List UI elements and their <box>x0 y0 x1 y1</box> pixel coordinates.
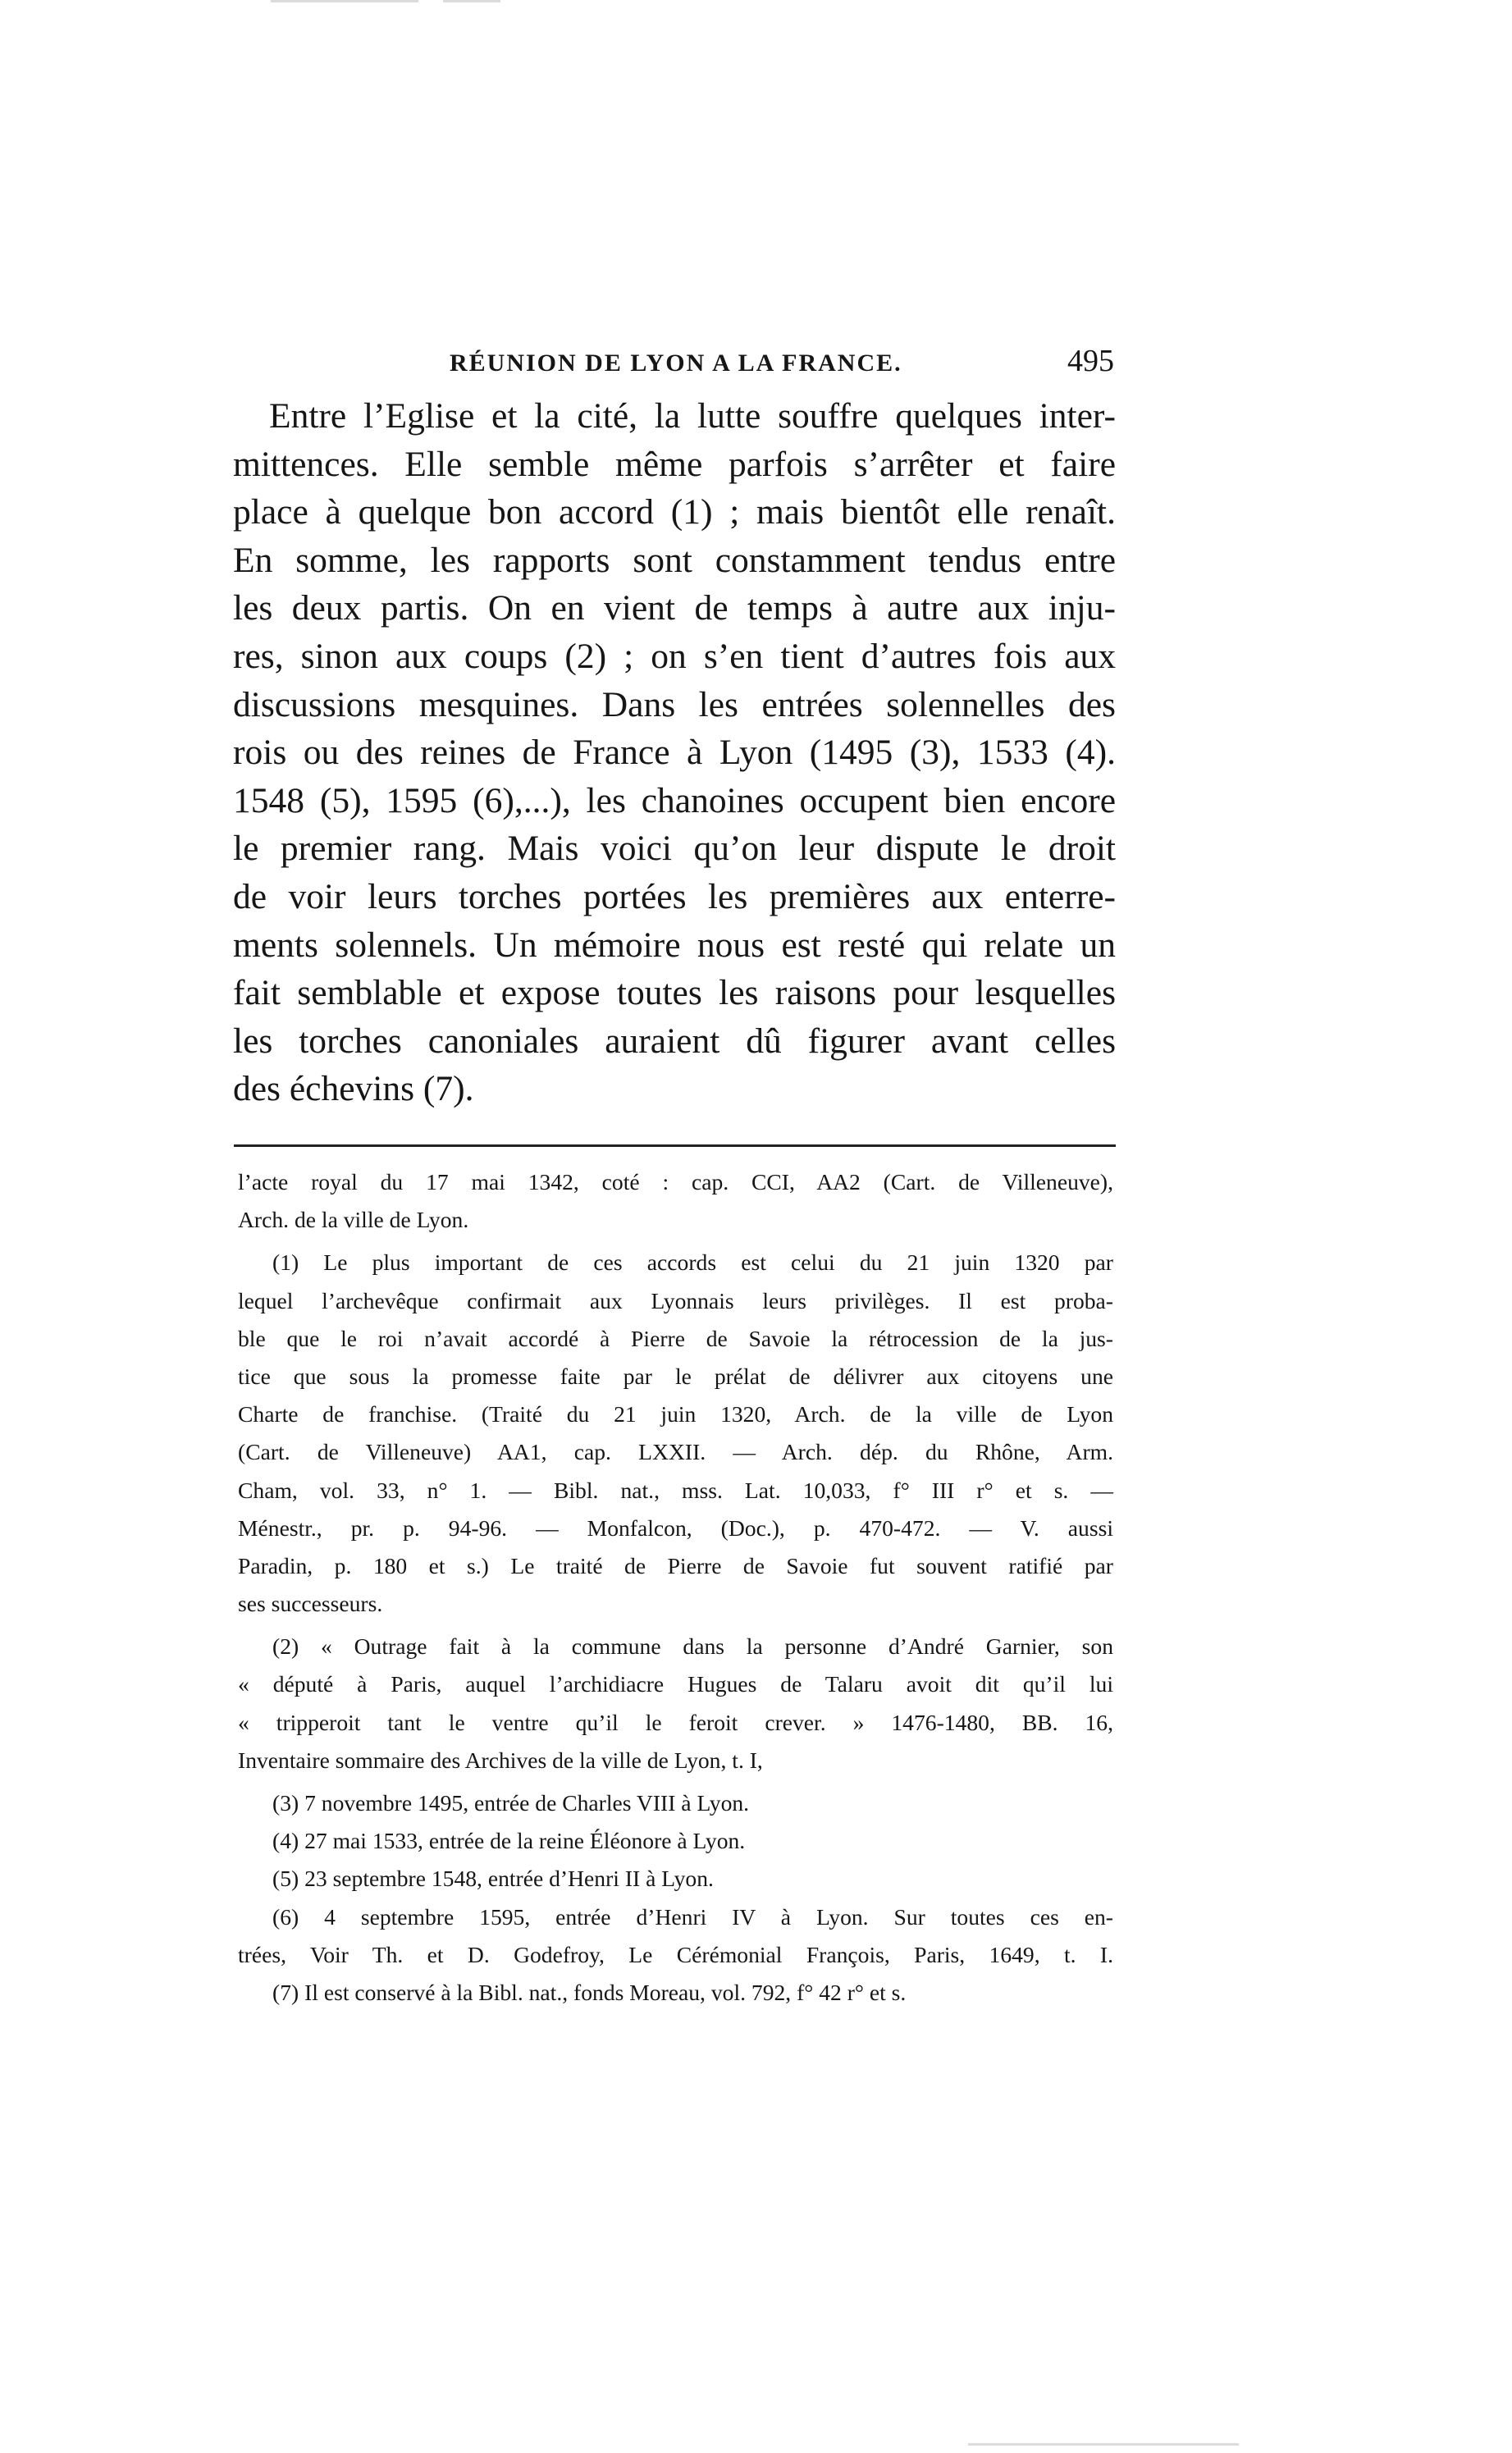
body-line: des échevins (7). <box>233 1069 474 1109</box>
body-line: les deux partis. On en vient de temps à autre aux inju- <box>233 588 1116 628</box>
footnote-3: (3) 7 novembre 1495, entrée de Charles VIII à Lyon. <box>272 1790 750 1816</box>
footnote-line: (Cart. de Villeneuve) AA1, cap. LXXII. — Arch. dép. du Rhône, Arm. <box>238 1439 1113 1465</box>
scan-mark-top-center <box>443 0 500 2</box>
footnote-line: Paradin, p. 180 et s.) Le traité de Pierre de Savoie fut souvent ratifié par <box>238 1552 1113 1578</box>
body-line: de voir leurs torches portées les premières aux enterre- <box>233 876 1116 916</box>
footnote-line: Arch. de la ville de Lyon. <box>238 1207 469 1233</box>
body-line: Entre l’Eglise et la cité, la lutte souffre quelques inter- <box>269 396 1116 436</box>
running-head: RÉUNION DE LYON A LA FRANCE. <box>450 349 902 377</box>
footnote-line: « tripperoit tant le ventre qu’il le feroit crever. » 1476-1480, BB. 16, <box>238 1709 1113 1735</box>
footnote-line: tice que sous la promesse faite par le prélat de délivrer aux citoyens une <box>238 1363 1113 1389</box>
body-line: mittences. Elle semble même parfois s’arrêter et faire <box>233 444 1116 484</box>
footnote-line: Cham, vol. 33, n° 1. — Bibl. nat., mss. Lat. 10,033, f° III r° et s. — <box>238 1477 1113 1503</box>
footnote-4: (4) 27 mai 1533, entrée de la reine Éléonore à Lyon. <box>272 1828 746 1854</box>
body-line: place à quelque bon accord (1) ; mais bientôt elle renaît. <box>233 492 1116 532</box>
body-line: En somme, les rapports sont constamment tendus entre <box>233 540 1116 580</box>
footnote-line: ble que le roi n’avait accordé à Pierre de Savoie la rétrocession de la jus- <box>238 1325 1113 1351</box>
body-line: discussions mesquines. Dans les entrées solennelles des <box>233 684 1116 724</box>
footnote-line: Charte de franchise. (Traité du 21 juin 1320, Arch. de la ville de Lyon <box>238 1401 1113 1427</box>
footnote-separator <box>234 1144 1116 1147</box>
footnote-line: l’acte royal du 17 mai 1342, coté : cap. CCI, AA2 (Cart. de Villeneuve), <box>238 1169 1113 1195</box>
body-line: ments solennels. Un mémoire nous est resté qui relate un <box>233 925 1116 965</box>
footnote-7: (7) Il est conservé à la Bibl. nat., fonds Moreau, vol. 792, f° 42 r° et s. <box>272 1979 907 2005</box>
footnote-1: (1) Le plus important de ces accords est celui du 21 juin 1320 par <box>272 1249 1113 1276</box>
footnote-line: lequel l’archevêque confirmait aux Lyonnais leurs privilèges. Il est proba- <box>238 1287 1113 1313</box>
footnote-2: (2) « Outrage fait à la commune dans la personne d’André Garnier, son <box>272 1633 1113 1660</box>
body-line: les torches canoniales auraient dû figurer avant celles <box>233 1021 1116 1061</box>
body-line: res, sinon aux coups (2) ; on s’en tient d’autres fois aux <box>233 636 1116 676</box>
footnote-line: Inventaire sommaire des Archives de la ville de Lyon, t. I, <box>238 1747 763 1773</box>
body-paragraph <box>233 392 1116 1113</box>
scan-mark-bottom <box>968 2443 1239 2446</box>
footnote-6: (6) 4 septembre 1595, entrée d’Henri IV à Lyon. Sur toutes ces en- <box>272 1903 1113 1930</box>
page-number: 495 <box>1067 344 1114 378</box>
body-line: rois ou des reines de France à Lyon (1495 (3), 1533 (4). <box>233 733 1116 773</box>
footnotes <box>238 1163 1113 2012</box>
footnote-line: ses successeurs. <box>238 1591 383 1617</box>
footnote-line: Ménestr., pr. p. 94-96. — Monfalcon, (Doc.), p. 470-472. — V. aussi <box>238 1514 1113 1541</box>
body-line: 1548 (5), 1595 (6),...), les chanoines occupent bien encore <box>233 780 1116 820</box>
scan-mark-top-left <box>271 0 418 2</box>
body-line: le premier rang. Mais voici qu’on leur dispute le droit <box>233 829 1116 869</box>
footnote-line: « député à Paris, auquel l’archidiacre Hugues de Talaru avoit dit qu’il lui <box>238 1671 1113 1697</box>
body-line: fait semblable et expose toutes les raisons pour lesquelles <box>233 973 1116 1013</box>
page-header <box>450 343 1114 384</box>
footnote-line: trées, Voir Th. et D. Godefroy, Le Cérémonial François, Paris, 1649, t. I. <box>238 1941 1113 1967</box>
footnote-5: (5) 23 septembre 1548, entrée d’Henri II à Lyon. <box>272 1866 714 1892</box>
